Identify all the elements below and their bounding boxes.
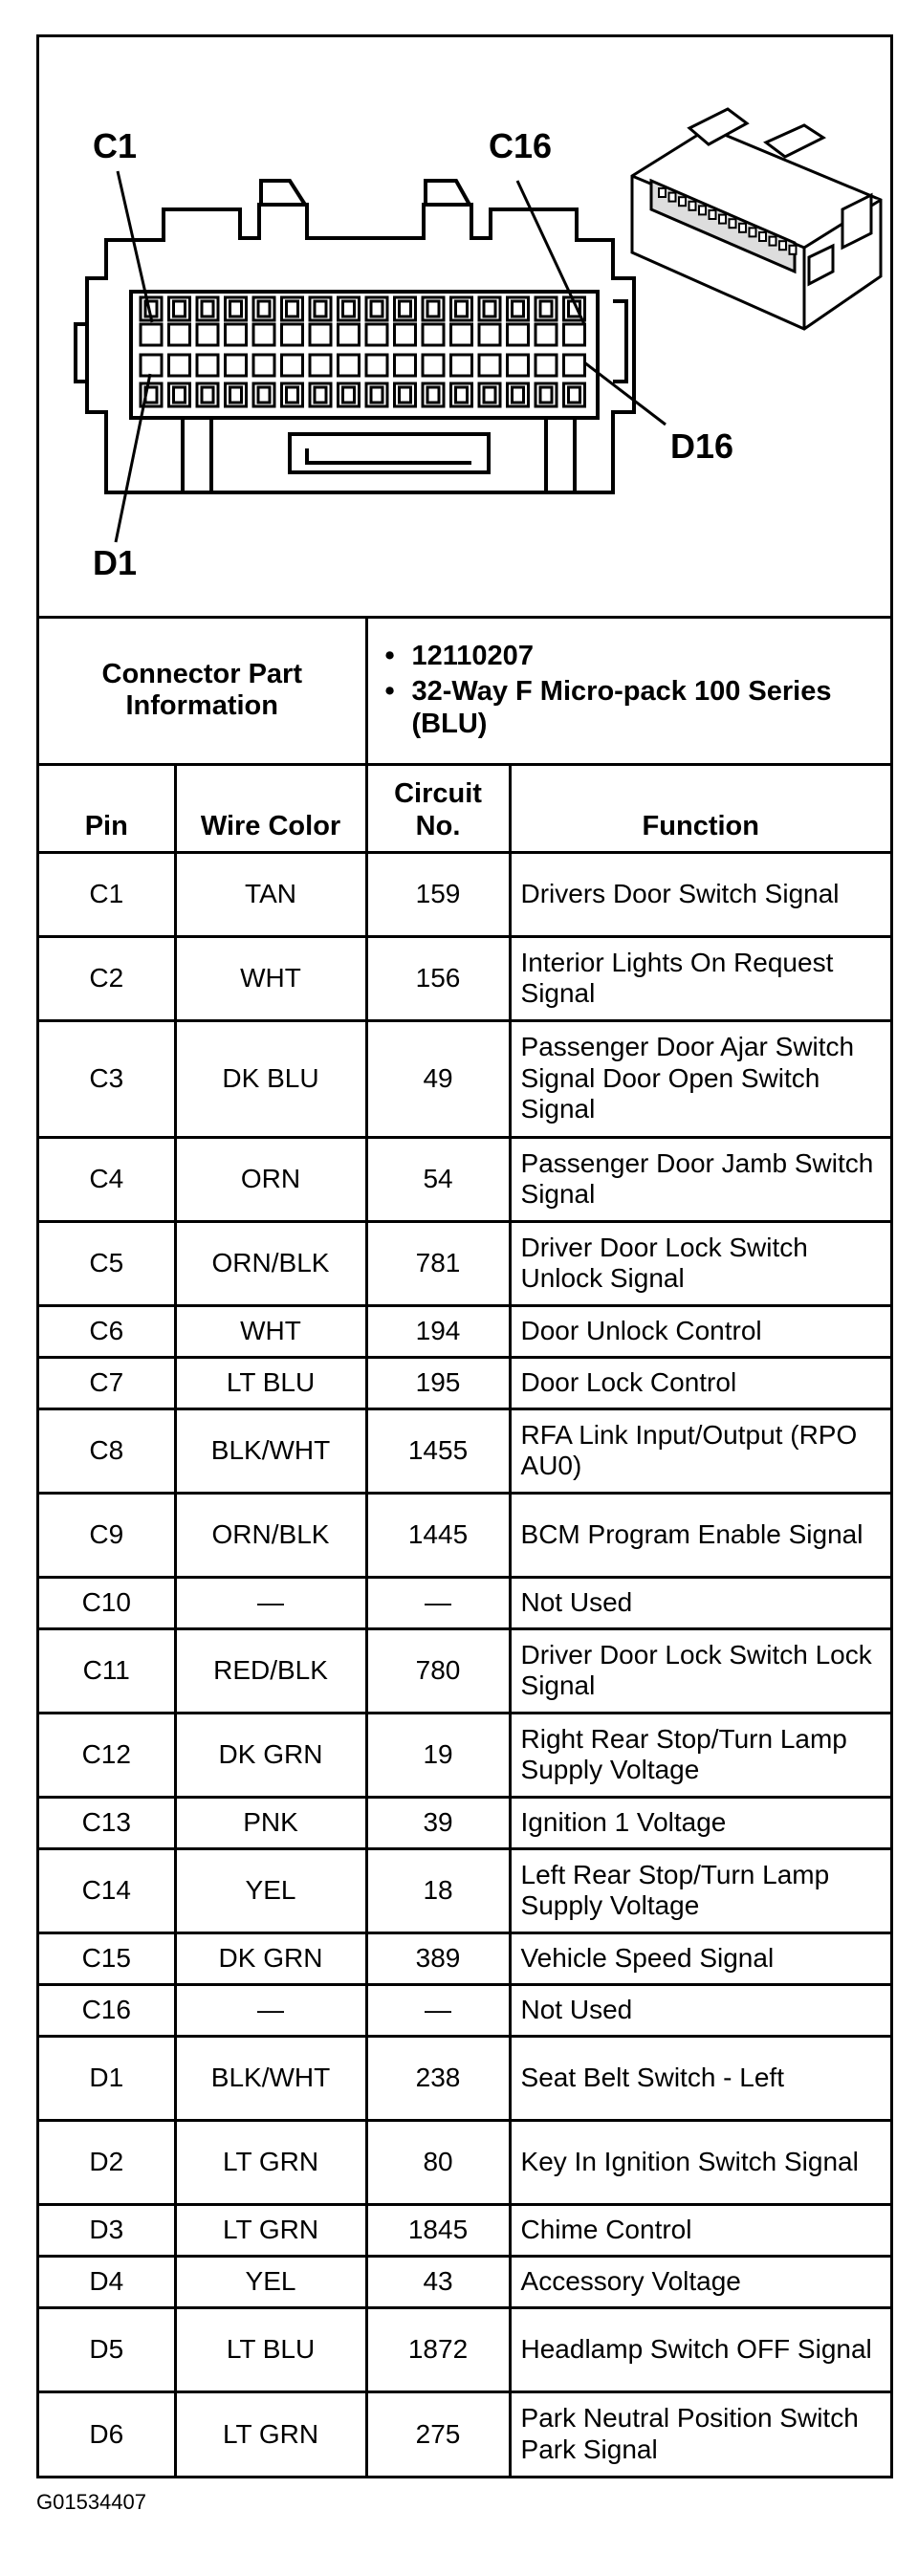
iso-cavity (710, 210, 716, 219)
d-terminal-inner-12 (456, 387, 468, 403)
circuit-no-cell: 19 (366, 1713, 510, 1797)
iso-cavity (689, 202, 696, 210)
c-terminal-inner-14 (513, 301, 524, 317)
pinout-table (39, 619, 890, 2476)
function-cell: Driver Door Lock Switch Unlock Signal (510, 1221, 890, 1305)
function-cell: Not Used (510, 1984, 890, 2036)
circuit-no-cell: 389 (366, 1932, 510, 1984)
figure-id: G01534407 (36, 2490, 146, 2514)
c-terminal-inner-8 (343, 301, 355, 317)
d-cavity-6 (282, 355, 303, 376)
iso-cavity (790, 246, 797, 254)
header-wire-color: Wire Color (175, 764, 366, 852)
circuit-no-cell: 1455 (366, 1408, 510, 1493)
label-d1: D1 (93, 543, 138, 582)
function-cell: Key In Ignition Switch Signal (510, 2120, 890, 2204)
wire-color-cell: LT BLU (175, 1357, 366, 1408)
wire-color-cell: WHT (175, 936, 366, 1020)
table-row (39, 1137, 890, 1221)
d-terminal-inner-3 (202, 387, 213, 403)
connector-document (36, 34, 893, 2478)
circuit-no-cell: 49 (366, 1020, 510, 1137)
circuit-no-cell: 39 (366, 1797, 510, 1848)
wire-color-cell: ORN (175, 1137, 366, 1221)
circuit-no-cell: 275 (366, 2391, 510, 2476)
pin-cell: C2 (39, 936, 175, 1020)
c-terminal-inner-3 (202, 301, 213, 317)
d-terminal-inner-16 (569, 387, 580, 403)
table-row (39, 1797, 890, 1848)
c-terminal-inner-5 (258, 301, 270, 317)
table-row (39, 852, 890, 936)
connector-description: • 32-Way F Micro-pack 100 Series (BLU) (385, 676, 877, 740)
circuit-no-cell: 80 (366, 2120, 510, 2204)
table-row (39, 1713, 890, 1797)
header-circuit-no: Circuit No. (366, 764, 510, 852)
table-row (39, 1848, 890, 1932)
table-row (39, 1984, 890, 2036)
table-row (39, 1020, 890, 1137)
c-terminal-inner-12 (456, 301, 468, 317)
d-cavity-15 (536, 355, 557, 376)
c-cavity-5 (253, 324, 274, 345)
d-terminal-inner-10 (400, 387, 411, 403)
d-terminal-inner-15 (540, 387, 552, 403)
circuit-no-cell: 18 (366, 1848, 510, 1932)
wire-color-cell: LT BLU (175, 2307, 366, 2391)
pin-cell: C16 (39, 1984, 175, 2036)
c-cavity-3 (197, 324, 218, 345)
function-cell: Passenger Door Ajar Switch Signal Door Open Switch Signal (510, 1020, 890, 1137)
pin-cell: C11 (39, 1628, 175, 1713)
table-row (39, 2307, 890, 2391)
label-c1: C1 (93, 126, 138, 165)
c-cavity-1 (141, 324, 162, 345)
pin-cell: C10 (39, 1577, 175, 1628)
wire-color-cell: LT GRN (175, 2204, 366, 2256)
connector-info-label: Connector Part Information (39, 619, 366, 764)
table-row (39, 2036, 890, 2120)
d-cavity-13 (479, 355, 500, 376)
header-pin: Pin (39, 764, 175, 852)
c-cavity-14 (508, 324, 529, 345)
c-cavity-11 (423, 324, 444, 345)
function-cell: Not Used (510, 1577, 890, 1628)
pin-cell: D6 (39, 2391, 175, 2476)
function-cell: Seat Belt Switch - Left (510, 2036, 890, 2120)
pin-cell: C9 (39, 1493, 175, 1577)
c-terminal-inner-2 (174, 301, 186, 317)
iso-cavity (779, 241, 786, 250)
function-cell: Accessory Voltage (510, 2256, 890, 2307)
connector-face-drawing (39, 37, 890, 616)
c-terminal-inner-11 (427, 301, 439, 317)
c-terminal-inner-15 (540, 301, 552, 317)
wire-color-cell: LT GRN (175, 2391, 366, 2476)
iso-cavity (739, 224, 746, 232)
iso-cavity (730, 219, 736, 228)
table-row (39, 2120, 890, 2204)
pin-cell: C15 (39, 1932, 175, 1984)
table-row (39, 1493, 890, 1577)
pin-cell: C5 (39, 1221, 175, 1305)
pin-cell: D5 (39, 2307, 175, 2391)
wire-color-cell: BLK/WHT (175, 1408, 366, 1493)
table-row (39, 1628, 890, 1713)
circuit-no-cell: 781 (366, 1221, 510, 1305)
table-row (39, 2391, 890, 2476)
table-row (39, 1357, 890, 1408)
d-terminal-inner-6 (287, 387, 298, 403)
c-cavity-7 (310, 324, 331, 345)
d-terminal-inner-8 (343, 387, 355, 403)
function-cell: BCM Program Enable Signal (510, 1493, 890, 1577)
iso-cavity (699, 206, 706, 214)
d-cavity-3 (197, 355, 218, 376)
d-cavity-5 (253, 355, 274, 376)
d-cavity-10 (395, 355, 416, 376)
d-cavity-4 (226, 355, 247, 376)
function-cell: Door Unlock Control (510, 1305, 890, 1357)
wire-color-cell: DK GRN (175, 1932, 366, 1984)
wire-color-cell: RED/BLK (175, 1628, 366, 1713)
d-terminal-inner-7 (315, 387, 326, 403)
wire-color-cell: DK BLU (175, 1020, 366, 1137)
circuit-no-cell: 1445 (366, 1493, 510, 1577)
d-cavity-7 (310, 355, 331, 376)
table-row (39, 1408, 890, 1493)
pin-cell: D2 (39, 2120, 175, 2204)
c-cavity-13 (479, 324, 500, 345)
c-cavity-6 (282, 324, 303, 345)
c-terminal-inner-10 (400, 301, 411, 317)
d-terminal-inner-14 (513, 387, 524, 403)
table-header-row (39, 764, 890, 852)
d-terminal-inner-11 (427, 387, 439, 403)
function-cell: Interior Lights On Request Signal (510, 936, 890, 1020)
iso-cavity (750, 228, 756, 236)
circuit-no-cell: 54 (366, 1137, 510, 1221)
d-cavity-9 (366, 355, 387, 376)
table-row (39, 936, 890, 1020)
wire-color-cell: — (175, 1984, 366, 2036)
circuit-no-cell: 1872 (366, 2307, 510, 2391)
c-terminal-inner-7 (315, 301, 326, 317)
pin-cell: C3 (39, 1020, 175, 1137)
d-terminal-inner-9 (371, 387, 382, 403)
circuit-no-cell: 780 (366, 1628, 510, 1713)
c-terminal-inner-13 (484, 301, 495, 317)
table-row (39, 1221, 890, 1305)
wire-color-cell: TAN (175, 852, 366, 936)
circuit-no-cell: 195 (366, 1357, 510, 1408)
d-cavity-16 (564, 355, 585, 376)
pin-cell: D4 (39, 2256, 175, 2307)
iso-cavity (669, 193, 676, 202)
pin-cell: C4 (39, 1137, 175, 1221)
table-row (39, 2256, 890, 2307)
function-cell: Chime Control (510, 2204, 890, 2256)
iso-cavity (719, 215, 726, 224)
iso-cavity (659, 188, 666, 197)
pin-cell: C12 (39, 1713, 175, 1797)
circuit-no-cell: 43 (366, 2256, 510, 2307)
d-cavity-12 (451, 355, 472, 376)
label-d16: D16 (670, 426, 734, 466)
function-cell: Drivers Door Switch Signal (510, 852, 890, 936)
connector-diagram (39, 37, 890, 619)
pin-cell: D3 (39, 2204, 175, 2256)
c-cavity-16 (564, 324, 585, 345)
iso-cavity (679, 197, 686, 206)
wire-color-cell: BLK/WHT (175, 2036, 366, 2120)
wire-color-cell: YEL (175, 2256, 366, 2307)
c-cavity-10 (395, 324, 416, 345)
d-terminal-inner-4 (230, 387, 242, 403)
d-cavity-1 (141, 355, 162, 376)
pin-cell: C6 (39, 1305, 175, 1357)
d-cavity-11 (423, 355, 444, 376)
pin-cell: C13 (39, 1797, 175, 1848)
d-terminal-inner-13 (484, 387, 495, 403)
wire-color-cell: ORN/BLK (175, 1493, 366, 1577)
c-cavity-2 (169, 324, 190, 345)
function-cell: Driver Door Lock Switch Lock Signal (510, 1628, 890, 1713)
wire-color-cell: PNK (175, 1797, 366, 1848)
circuit-no-cell: — (366, 1984, 510, 2036)
connector-info-row (39, 619, 890, 764)
wire-color-cell: YEL (175, 1848, 366, 1932)
table-row (39, 1305, 890, 1357)
d-cavity-14 (508, 355, 529, 376)
function-cell: Headlamp Switch OFF Signal (510, 2307, 890, 2391)
wire-color-cell: DK GRN (175, 1713, 366, 1797)
d-terminal-inner-5 (258, 387, 270, 403)
c-terminal-inner-4 (230, 301, 242, 317)
pin-cell: C7 (39, 1357, 175, 1408)
wire-color-cell: LT GRN (175, 2120, 366, 2204)
function-cell: Left Rear Stop/Turn Lamp Supply Voltage (510, 1848, 890, 1932)
iso-cavity (759, 232, 766, 241)
pin-cell: C14 (39, 1848, 175, 1932)
iso-cavity (770, 237, 776, 246)
circuit-no-cell: 1845 (366, 2204, 510, 2256)
wire-color-cell: WHT (175, 1305, 366, 1357)
wire-color-cell: — (175, 1577, 366, 1628)
pin-cell: C1 (39, 852, 175, 936)
wire-color-cell: ORN/BLK (175, 1221, 366, 1305)
circuit-no-cell: 159 (366, 852, 510, 936)
function-cell: Ignition 1 Voltage (510, 1797, 890, 1848)
table-row (39, 2204, 890, 2256)
function-cell: Right Rear Stop/Turn Lamp Supply Voltage (510, 1713, 890, 1797)
function-cell: Vehicle Speed Signal (510, 1932, 890, 1984)
c-cavity-4 (226, 324, 247, 345)
pin-cell: D1 (39, 2036, 175, 2120)
label-c16: C16 (489, 126, 553, 165)
c-terminal-inner-6 (287, 301, 298, 317)
function-cell: Passenger Door Jamb Switch Signal (510, 1137, 890, 1221)
c-cavity-8 (339, 324, 360, 345)
c-cavity-15 (536, 324, 557, 345)
circuit-no-cell: 194 (366, 1305, 510, 1357)
function-cell: Park Neutral Position Switch Park Signal (510, 2391, 890, 2476)
c-terminal-inner-9 (371, 301, 382, 317)
d-terminal-inner-2 (174, 387, 186, 403)
d-cavity-8 (339, 355, 360, 376)
table-row (39, 1577, 890, 1628)
circuit-no-cell: 156 (366, 936, 510, 1020)
connector-info-values (366, 619, 890, 764)
pin-cell: C8 (39, 1408, 175, 1493)
header-function: Function (510, 764, 890, 852)
function-cell: Door Lock Control (510, 1357, 890, 1408)
table-row (39, 1932, 890, 1984)
c-cavity-12 (451, 324, 472, 345)
d-cavity-2 (169, 355, 190, 376)
circuit-no-cell: 238 (366, 2036, 510, 2120)
part-number: • 12110207 (385, 641, 877, 673)
function-cell: RFA Link Input/Output (RPO AU0) (510, 1408, 890, 1493)
circuit-no-cell: — (366, 1577, 510, 1628)
c-cavity-9 (366, 324, 387, 345)
